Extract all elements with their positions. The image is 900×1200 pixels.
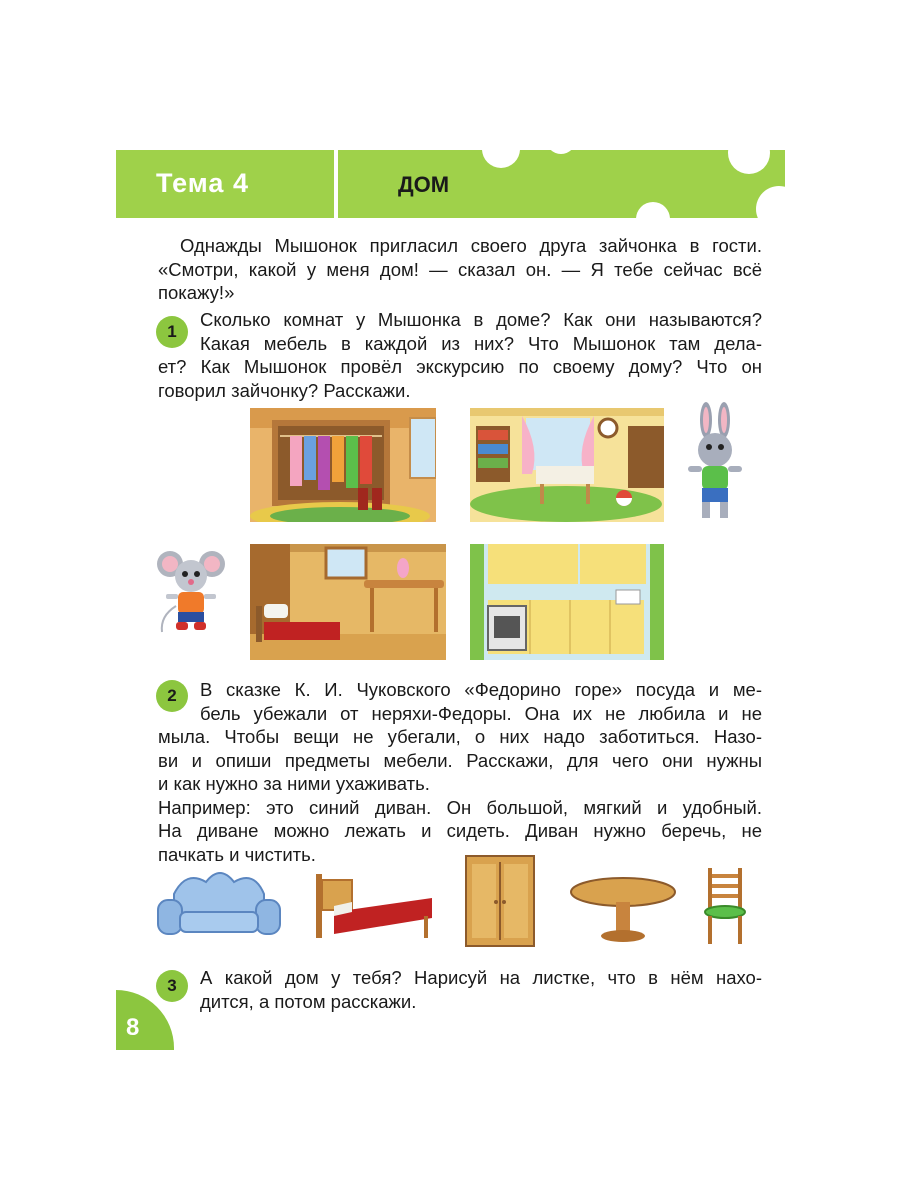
task-number-badge: 2 [156, 680, 188, 712]
chair-illustration [702, 866, 748, 946]
intro-paragraph [158, 234, 762, 305]
task-3-text [158, 966, 762, 1013]
task-number-badge: 3 [156, 970, 188, 1002]
task-line: бель убежали от неряхи-Федоры. Она их не любила и не [200, 702, 762, 724]
wardrobe-room-illustration [250, 408, 436, 522]
mouse-illustration [156, 546, 232, 636]
kitchen-illustration [470, 544, 664, 660]
table-illustration [568, 876, 678, 944]
rabbit-illustration [684, 402, 746, 524]
task-line: дится, а потом расскажи. [200, 990, 417, 1012]
task-line: пачкать и чистить. [158, 843, 316, 865]
task-line: А какой дом у тебя? Нарисуй на листке, что в нём нахо- [200, 967, 762, 988]
bed-illustration [312, 868, 436, 944]
task-line: Сколько комнат у Мышонка в доме? Как они называются? [200, 309, 762, 330]
task-line: Например: это синий диван. Он большой, мягкий и удобный. [158, 796, 762, 818]
page-title: ДОМ [398, 172, 450, 197]
wardrobe-illustration [464, 854, 536, 948]
task-line: ви и опиши предметы мебели. Расскажи, для чего они нужны [158, 749, 762, 771]
task-line: мыла. Чтобы вещи не убегали, о них надо заботиться. Назо- [158, 726, 762, 747]
sofa-illustration [156, 864, 282, 942]
task-line: и как нужно за ними ухаживать. [158, 773, 430, 794]
task-line: говорил зайчонку? Расскажи. [158, 379, 411, 401]
task-2-text [158, 678, 762, 866]
page-number: 8 [126, 1014, 140, 1041]
bedroom-illustration [250, 544, 446, 660]
task-line: ет? Как Мышонок провёл экскурсию по своему дому? Что он [158, 356, 762, 377]
intro-line: покажу!» [158, 282, 235, 303]
theme-header [116, 150, 785, 218]
task-line: В сказке К. И. Чуковского «Федорино горе» посуда и ме- [200, 679, 762, 700]
task-line: На диване можно лежать и сидеть. Диван нужно беречь, не [158, 820, 762, 841]
intro-line: Однажды Мышонок пригласил своего друга зайчонка в гости. [180, 235, 762, 256]
task-line: Какая мебель в каждой из них? Что Мышонок там дела- [200, 332, 762, 354]
living-room-illustration [470, 408, 664, 522]
task-1-text [158, 308, 762, 402]
task-number-badge: 1 [156, 316, 188, 348]
intro-line: «Смотри, какой у меня дом! — сказал он. — Я тебе сейчас всё [158, 258, 762, 280]
theme-label: Тема 4 [156, 168, 249, 198]
